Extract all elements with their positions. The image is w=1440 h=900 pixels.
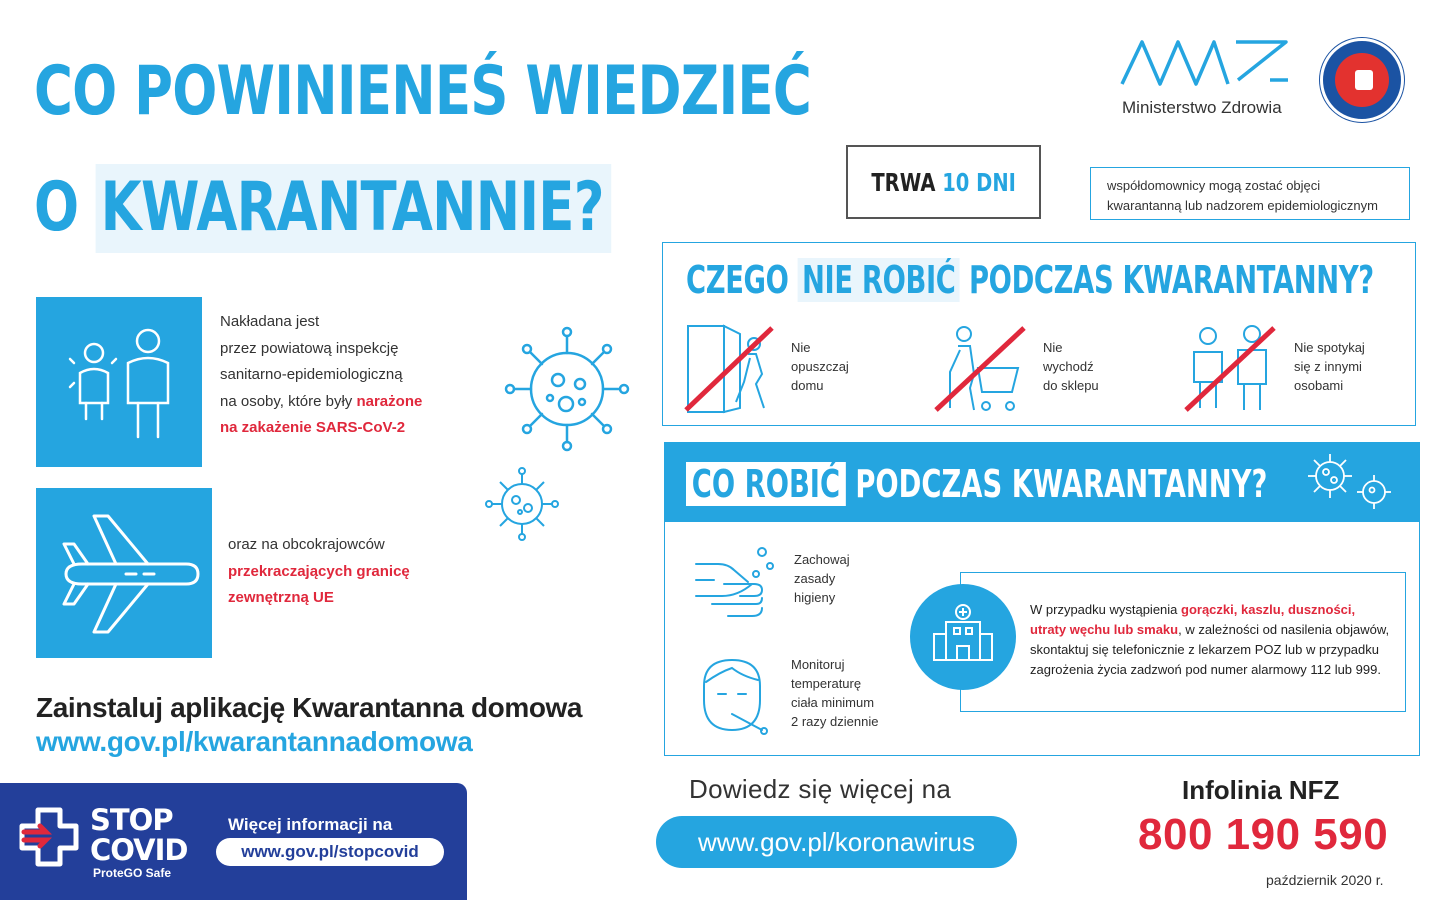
who-line-4-red: narażone [356,392,423,410]
duration-value: 10 DNI [942,167,1016,197]
virus-icon [500,322,634,456]
eagle-icon [1355,70,1373,90]
alert-p1: W przypadku wystąpienia [1030,602,1182,617]
publication-date: październik 2020 r. [1266,872,1384,888]
alert-r2: utraty węchu lub smaku [1030,622,1179,637]
dont-item-2-l2: wychodź [1043,359,1094,374]
ministry-label: Ministerstwo Zdrowia [1122,98,1282,117]
duration-prefix: TRWA [871,167,943,197]
dont-item-1-l3: domu [791,378,824,393]
dont-item-2-l3: do sklepu [1043,378,1099,393]
who-line-4 [220,389,422,416]
hospital-icon [910,584,1016,690]
people-tile [36,297,202,467]
thermometer-face-icon [692,656,772,736]
koronawirus-link[interactable]: www.gov.pl/koronawirus [656,816,1017,868]
who-line-2: przez powiatową inspekcję [220,339,399,357]
dont-title-highlight: NIE ROBIĆ [798,258,960,302]
who-line-5: na zakażenie SARS-CoV-2 [220,419,406,436]
temperature-text [791,655,878,731]
travel-line-3: zewnętrzną UE [228,589,334,606]
install-app-heading: Zainstaluj aplikację Kwarantanna domowa [36,692,583,723]
hotline-label: Infolinia NFZ [1182,775,1340,805]
people-icon [36,297,202,467]
learn-more-label: Dowiedz się więcej na [689,774,952,804]
leave-home-icon [684,322,774,416]
stop-covid-sub: ProteGO Safe [93,866,172,880]
household-note-line-2: kwarantanną lub nadzorem epidemiologicznym [1107,198,1378,213]
stop-covid-line-1: STOP [90,803,173,837]
do-title-post: PODCZAS KWARANTANNY? [845,462,1268,506]
stop-covid-logo-icon [16,804,82,870]
dont-title [686,258,1374,302]
hand-washing-icon [692,544,776,620]
stop-covid-line-2: COVID [90,833,188,867]
who-text [220,309,422,442]
dont-title-post: PODCZAS KWARANTANNY? [959,258,1374,302]
dont-item-1 [791,338,849,395]
plane-tile [36,488,212,658]
who-line-4-plain: na osoby, które były [220,392,357,410]
dont-item-3-l2: się z innymi [1294,359,1362,374]
meeting-people-icon [1184,322,1278,416]
seal-red-core [1335,53,1389,107]
symptoms-alert-text [1030,600,1402,680]
title-highlight: KWARANTANNIE? [96,164,612,253]
household-note [1090,167,1410,220]
dont-item-2-l1: Nie [1043,340,1063,355]
temperature-l1: Monitoruj [791,657,845,672]
dont-item-3 [1294,338,1365,395]
hygiene-text [794,550,850,607]
sanitary-inspection-logo [1320,38,1404,122]
hygiene-l1: Zachowaj [794,552,850,567]
dont-item-1-l1: Nie [791,340,811,355]
alert-r1: gorączki, kaszlu, duszności, [1181,602,1356,617]
travel-line-2: przekraczających granicę [228,562,410,580]
ministry-logo-icon [1120,36,1292,96]
do-title [686,462,1267,506]
virus-cluster-icon [1300,450,1400,512]
alert-p2: , w zależności od nasilenia objawów, [1178,622,1390,637]
temperature-l2: temperaturę [791,676,862,691]
who-line-3: sanitarno-epidemiologiczną [220,366,403,383]
dont-item-3-l3: osobami [1294,378,1344,393]
hotline-number[interactable]: 800 190 590 [1138,810,1389,859]
title-prefix: O [34,168,96,247]
install-app-link[interactable]: www.gov.pl/kwarantannadomowa [36,726,473,757]
dont-item-3-l1: Nie spotykaj [1294,340,1365,355]
stop-covid-link[interactable]: www.gov.pl/stopcovid [216,838,444,866]
dont-item-1-l2: opuszczaj [791,359,849,374]
page-title-line-1: CO POWINIENEŚ WIEDZIEĆ [34,52,812,131]
hygiene-l2: zasady [794,571,836,586]
do-title-highlight: CO ROBIĆ [686,462,846,506]
dont-item-2 [1043,338,1099,395]
alert-p3: skontaktuj się telefonicznie z lekarzem POZ lub w przypadku [1030,642,1379,657]
household-note-line-1: współdomownicy mogą zostać objęci [1107,178,1321,193]
page-title-line-2 [34,168,612,247]
hygiene-l3: higieny [794,590,836,605]
temperature-l3: ciała minimum [791,695,875,710]
who-line-1: Nakładana jest [220,313,320,330]
stop-covid-more-label: Więcej informacji na [228,815,393,834]
shopping-cart-icon [934,322,1028,416]
travel-text [228,532,410,612]
travel-line-1: oraz na obcokrajowców [228,536,385,553]
hospital-badge [910,584,1016,690]
airplane-icon [36,488,212,658]
alert-p4: zagrożenia życia zadzwoń pod numer alarmowy 112 lub 999. [1030,662,1381,677]
virus-small-icon [484,466,560,542]
temperature-l4: 2 razy dziennie [791,714,879,729]
duration-box [846,145,1041,219]
dont-title-pre: CZEGO [686,258,798,302]
